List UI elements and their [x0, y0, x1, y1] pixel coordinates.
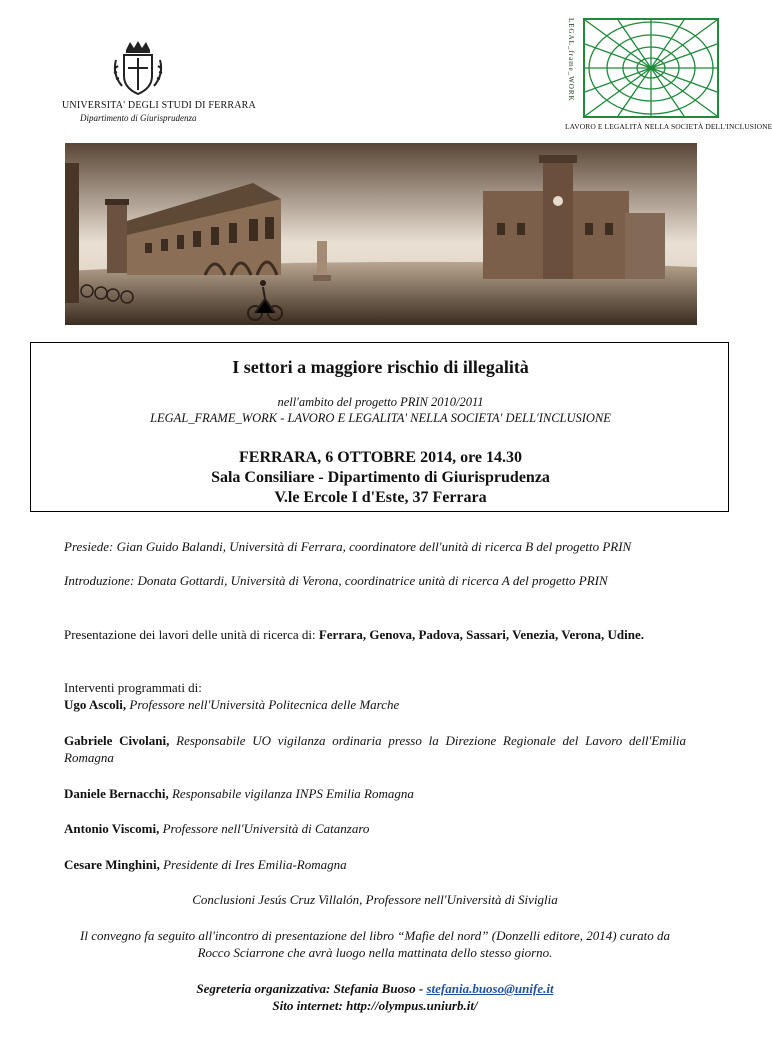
university-crest-icon: [112, 40, 164, 98]
speaker-name: Gabriele Civolani,: [64, 733, 170, 748]
event-note: Il convegno fa seguito all'incontro di presentazione del libro “Mafie del nord” (Donzelli editore, 2014) curato da Rocco Sciarrone che avrà luogo nella mattinata dello stesso giorno.: [80, 928, 670, 960]
event-venue: Sala Consiliare - Dipartimento di Giurisprudenza: [211, 469, 550, 486]
event-address: V.le Ercole I d'Este, 37 Ferrara: [274, 489, 487, 506]
logo-tagline: LAVORO E LEGALITÀ NELLA SOCIETÀ DELL'INCLUSIONE: [565, 122, 772, 131]
speaker-name: Antonio Viscomi,: [64, 821, 160, 836]
university-name: UNIVERSITA' DEGLI STUDI DI FERRARA: [62, 100, 256, 111]
event-title-box: [30, 342, 729, 512]
speaker-item: [64, 856, 686, 873]
speaker-role: Professore nell'Università Politecnica delle Marche: [126, 697, 400, 712]
website-line: Sito internet: http://olympus.uniurb.it/: [272, 998, 478, 1013]
presentazione-units: Ferrara, Genova, Padova, Sassari, Venezia, Verona, Udine.: [318, 627, 644, 642]
logo-vertical-text: LEGAL_frame_WORK: [567, 18, 575, 102]
conclusioni-line: Conclusioni Jesús Cruz Villalón, Professore nell'Università di Siviglia: [192, 892, 558, 907]
speaker-item: [64, 785, 686, 802]
speaker-role: Presidente di Ires Emilia-Romagna: [159, 857, 347, 872]
event-date-time: FERRARA, 6 OTTOBRE 2014, ore 14.30: [239, 449, 522, 466]
speaker-role: Responsabile vigilanza INPS Emilia Romagna: [168, 786, 414, 801]
introduzione-line: Introduzione: Donata Gottardi, Università di Verona, coordinatrice unità di ricerca A del progetto PRIN: [64, 573, 608, 588]
speaker-item: [64, 696, 686, 713]
event-subtitle-project-name: LEGAL_FRAME_WORK - LAVORO E LEGALITA' NELLA SOCIETA' DELL'INCLUSIONE: [150, 411, 611, 425]
segreteria-line: [64, 980, 686, 997]
presiede-line: Presiede: Gian Guido Balandi, Università di Ferrara, coordinatore dell'unità di ricerca B del progetto PRIN: [64, 539, 632, 554]
event-subtitle-project: nell'ambito del progetto PRIN 2010/2011: [277, 395, 484, 409]
speaker-role: Professore nell'Università di Catanzaro: [159, 821, 370, 836]
segreteria-label: Segreteria organizzativa: Stefania Buoso -: [196, 981, 427, 996]
presentazione-line: [64, 626, 686, 643]
presentazione-prefix: Presentazione dei lavori delle unità di ricerca di:: [64, 627, 319, 642]
department-name: Dipartimento di Giurisprudenza: [80, 113, 197, 123]
legal-frame-work-logo: [563, 18, 719, 136]
speaker-name: Cesare Minghini,: [64, 857, 160, 872]
speaker-name: Daniele Bernacchi,: [64, 786, 169, 801]
email-link[interactable]: stefania.buoso@unife.it: [426, 981, 554, 996]
interventi-heading: Interventi programmati di:: [64, 680, 202, 695]
speaker-item: [64, 732, 686, 766]
speaker-name: Ugo Ascoli,: [64, 697, 127, 712]
speaker-role: Responsabile UO vigilanza ordinaria presso la Direzione Regionale del Lavoro dell'Emilia Romagna: [64, 733, 686, 765]
event-title: I settori a maggiore rischio di illegalità: [232, 357, 529, 377]
speaker-item: [64, 820, 686, 837]
ferrara-panorama-photo: [65, 143, 697, 325]
